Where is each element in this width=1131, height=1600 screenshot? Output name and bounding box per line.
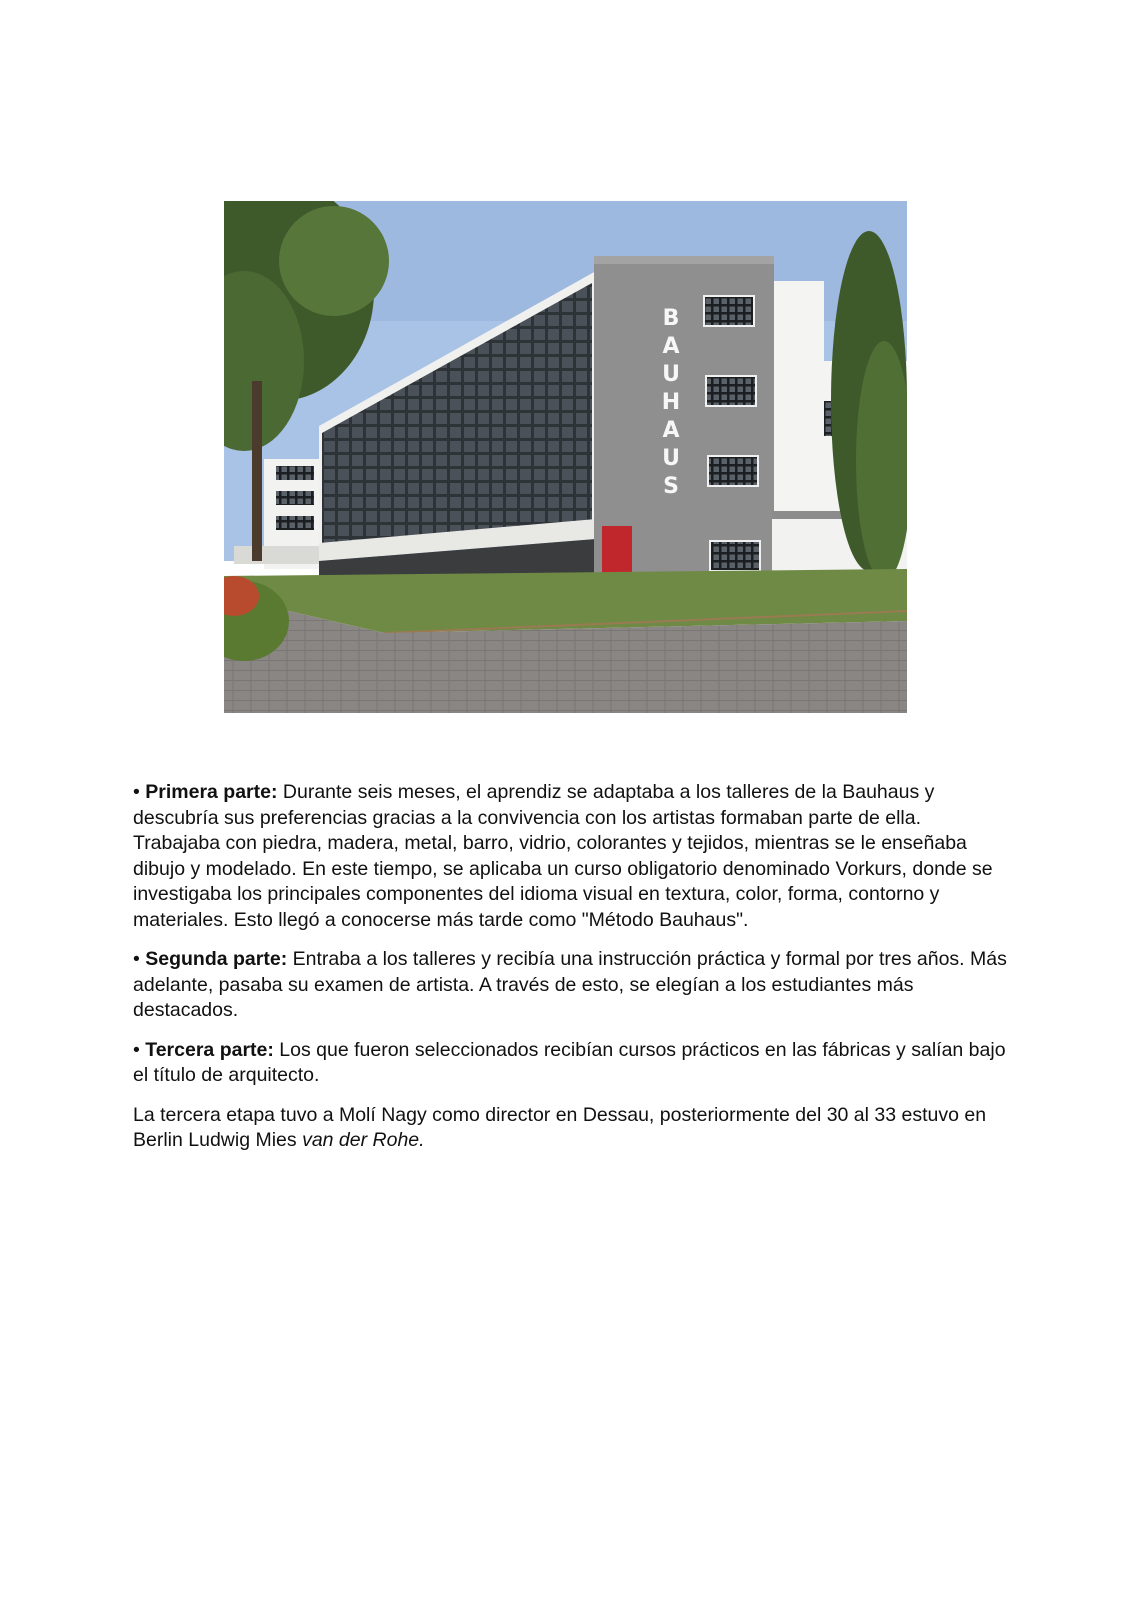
bullet: • <box>133 948 140 970</box>
bullet: • <box>133 1038 140 1061</box>
paragraph-closing <box>133 1103 1013 1154</box>
svg-text:A: A <box>662 418 680 443</box>
svg-text:A: A <box>662 334 680 359</box>
bullet: • <box>133 781 140 803</box>
paragraph-tercera-parte <box>133 1038 1013 1089</box>
bauhaus-sign <box>662 306 680 499</box>
paragraph-text: Durante seis meses, el aprendiz se adaptaba a los talleres de la Bauhaus y descubría sus preferencias gracias a la convivencia con los artistas formaban parte de ella. Trabajaba con piedra, madera, metal, barro, vidrio, colorantes y tejidos, mientras se le enseñaba dibujo y modelado. En este tiempo, se aplicaba un curso obligatorio denominado Vorkurs, donde se investigaba los principales componentes del idioma visual en textura, color, forma, contorno y materiales. Esto llegó a conocerse más tarde como "Método Bauhaus". <box>133 781 993 931</box>
paragraph-primera-parte <box>133 780 1013 933</box>
closing-text: La tercera etapa tuvo a Molí Nagy como director en Dessau, posteriormente del 30 al 33 estuvo en Berlin Ludwig Mies <box>133 1103 987 1151</box>
paragraph-segunda-parte <box>133 947 1013 1024</box>
svg-text:U: U <box>662 446 680 471</box>
svg-text:U: U <box>662 362 680 387</box>
paragraph-text: Entraba a los talleres y recibía una instrucción práctica y formal por tres años. Más adelante, pasaba su examen de artista. A través de esto, se elegían a los estudiantes más destacados. <box>133 948 1007 1021</box>
closing-italic: van der Rohe. <box>302 1129 425 1151</box>
svg-text:S: S <box>663 474 679 499</box>
paragraph-text: Los que fueron seleccionados recibían cursos prácticos en las fábricas y salían bajo el título de arquitecto. <box>133 1038 1006 1086</box>
section-label: Tercera parte: <box>145 1038 274 1061</box>
bauhaus-building-photo <box>224 201 907 713</box>
section-label: Segunda parte: <box>145 948 288 970</box>
svg-text:B: B <box>662 306 680 331</box>
body-text <box>133 780 1013 1168</box>
section-label: Primera parte: <box>145 781 278 803</box>
svg-text:H: H <box>661 390 681 415</box>
